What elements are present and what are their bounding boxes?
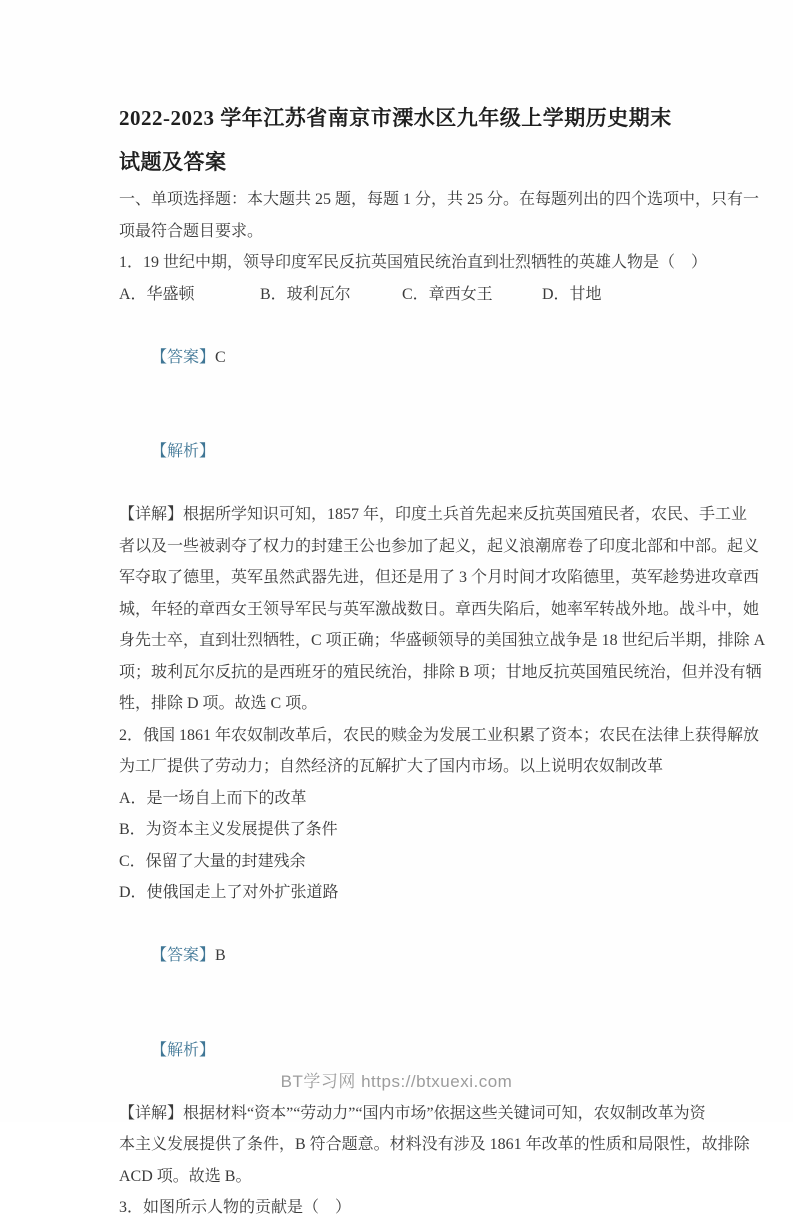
question-1-answer-line <box>119 310 679 405</box>
page-title <box>119 96 679 184</box>
question-1-detail-line-1: 【详解】根据所学知识可知，1857 年，印度土兵首先起来反抗英国殖民者，农民、手工业 <box>119 506 748 523</box>
question-1-option-d: D．甘地 <box>542 285 602 303</box>
question-1-analysis-line <box>119 405 679 500</box>
section-intro-line-1: 一、单项选择题：本大题共 25 题，每题 1 分，共 25 分。在每题列出的四个选项中，只有一 <box>119 191 760 208</box>
question-1-detail-line-2: 者以及一些被剥夺了权力的封建王公也参加了起义，起义浪潮席卷了印度北部和中部。起义 <box>119 537 760 555</box>
answer-label: 【答案】 <box>151 348 216 366</box>
question-2-option-a: A．是一场自上而下的改革 <box>119 789 307 807</box>
page-title-line-1: 2022-2023 学年江苏省南京市溧水区九年级上学期历史期末 <box>119 106 672 130</box>
question-2-answer-line <box>119 909 679 1004</box>
section-intro-line-2: 项最符合题目要求。 <box>119 222 264 240</box>
question-2-stem-line-2: 为工厂提供了劳动力；自然经济的瓦解扩大了国内市场。以上说明农奴制改革 <box>119 758 664 775</box>
question-2-detail-line-1: 【详解】根据材料“资本”“劳动力”“国内市场”依据这些关键词可知，农奴制改革为资 <box>119 1104 706 1122</box>
question-2-detail-line-2: 本主义发展提供了条件，B 符合题意。材料没有涉及 1861 年改革的性质和局限性，故排除 <box>119 1136 750 1153</box>
question-2-detail-line-3: ACD 项。故选 B。 <box>119 1167 252 1185</box>
footer-watermark-text: BT学习网 https://btxuexi.com <box>280 1072 513 1091</box>
page-title-line-2: 试题及答案 <box>119 150 227 174</box>
footer-watermark <box>0 1067 793 1092</box>
question-2-stem-line-1: 2．俄国 1861 年农奴制改革后，农民的赎金为发展工业积累了资本；农民在法律上获得解放 <box>119 726 760 744</box>
question-2-answer-value: B <box>215 947 226 964</box>
question-2-option-b: B．为资本主义发展提供了条件 <box>119 821 338 838</box>
document-content <box>119 96 766 1224</box>
question-1-answer-value: C <box>215 348 226 366</box>
question-1-option-a: A．华盛顿 <box>119 285 195 303</box>
question-2-option-c: C．保留了大量的封建残余 <box>119 852 306 870</box>
question-1-detail-line-3: 军夺取了德里，英军虽然武器先进，但还是用了 3 个月时间才攻陷德里，英军趁势进攻章西 <box>119 569 760 586</box>
question-1-option-c: C．章西女王 <box>402 285 493 303</box>
question-1-option-b: B．玻利瓦尔 <box>260 285 351 303</box>
analysis-label: 【解析】 <box>151 1041 216 1059</box>
analysis-label: 【解析】 <box>151 443 216 460</box>
question-1-detail-line-6: 项；玻利瓦尔反抗的是西班牙的殖民统治，排除 B 项；甘地反抗英国殖民统治，但并没有牺 <box>119 663 762 681</box>
question-1-stem: 1．19 世纪中期，领导印度军民反抗英国殖民统治直到壮烈牺牲的英雄人物是（ ） <box>119 254 708 271</box>
answer-label: 【答案】 <box>151 947 216 964</box>
question-2-option-d: D．使俄国走上了对外扩张道路 <box>119 884 339 901</box>
question-1-detail-line-7: 牲，排除 D 项。故选 C 项。 <box>119 695 318 712</box>
question-1-detail-line-4: 城，年轻的章西女王领导军民与英军激战数日。章西失陷后，她率军转战外地。战斗中，她 <box>119 600 760 618</box>
question-3-stem: 3．如图所示人物的贡献是（ ） <box>119 1199 352 1216</box>
question-1-options <box>119 279 679 311</box>
question-1-detail-line-5: 身先士卒，直到壮烈牺牲，C 项正确；华盛顿领导的美国独立战争是 18 世纪后半期，排除 A <box>119 632 766 649</box>
